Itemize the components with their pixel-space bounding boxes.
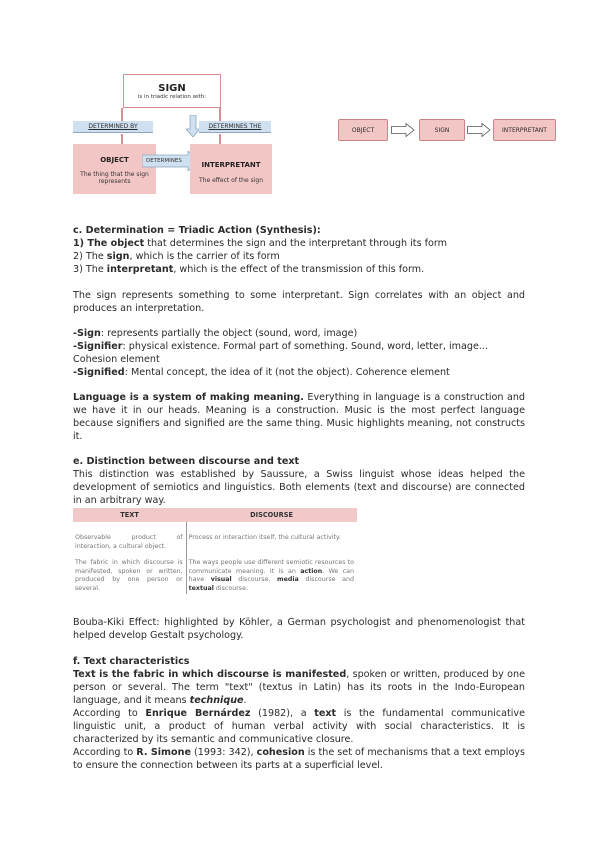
table-row: The fabric in which discourse is manifested, spoken or written, produced by one person or several. The ways people use different semiotic resources to communicate meaning. It is an action. We can have visual discourse, media discourse and textual discourse. — [75, 559, 354, 592]
connector-line — [219, 134, 221, 144]
object-desc: The thing that the sign represents — [80, 171, 149, 185]
connector-line — [121, 134, 123, 144]
section-f-p3: According to R. Simone (1993: 342), cohesion is the set of mechanisms that a text employs to ensure the connection between its parts at a superficial level. — [73, 747, 525, 771]
interpretant-title: INTERPRETANT — [201, 161, 261, 169]
sign-subtitle: is in triadic relation with: — [137, 93, 207, 100]
definition-signified: -Signified: Mental concept, the idea of it (not the object). Coherence element — [73, 367, 450, 378]
section-f-p2: According to Enrique Bernárdez (1982), a text is the fundamental communicative linguistic unit, a product of human verbal activity with social characteristics. It is characterized by its semantic and communicative closure. — [73, 708, 526, 745]
definition-sign: -Sign: represents partially the object (sound, word, image) — [73, 328, 358, 339]
section-e-text: This distinction was established by Saussure, a Swiss linguist whose ideas helped the development of semiotics and linguistics. Both elements (text and discourse) are connected in an arbitrary way. — [73, 469, 525, 506]
section-f-heading: f. Text characteristics — [73, 656, 190, 667]
flow-sign-box: SIGN — [419, 119, 465, 141]
right-arrow-icon — [467, 123, 491, 137]
connector-line — [219, 108, 221, 122]
section-e-heading: e. Distinction between discourse and text — [73, 456, 300, 467]
determines-label: DETERMINES — [146, 158, 182, 164]
flow-interpretant-box: INTERPRETANT — [493, 119, 556, 141]
list-item: 1) The object that determines the sign and the interpretant through its form — [73, 238, 447, 249]
determines-the-label: DETERMINES THE — [199, 121, 271, 133]
table-header-discourse: DISCOURSE — [186, 508, 357, 522]
flow-object-box: OBJECT — [338, 119, 388, 141]
table-header-text: TEXT — [73, 508, 186, 522]
text-discourse-table — [73, 508, 357, 594]
section-f-p1: Text is the fabric in which discourse is manifested, spoken or written, produced by one person or several. The term "text" (textus in Latin) has its roots in the Indo-European language, and it means technique. — [73, 669, 525, 706]
determined-by-label: DETERMINED BY — [73, 121, 153, 133]
section-c-heading: c. Determination = Triadic Action (Synthesis): — [73, 225, 321, 236]
object-title: OBJECT — [100, 156, 129, 164]
connector-line — [121, 108, 123, 122]
sign-title: SIGN — [158, 82, 186, 94]
sign-box — [123, 74, 221, 108]
list-item: 3) The interpretant, which is the effect of the transmission of this form. — [73, 264, 425, 275]
table-row: Observable product of interaction, a cultural object. Process or interaction itself, the cultural activity. — [75, 534, 341, 550]
paragraph-language: Language is a system of making meaning. Everything in language is a construction and we have it in our heads. Meaning is a construction. Music is the most perfect language because signifiers and signified are the same thing. Music highlights meaning, not constructs it. — [73, 392, 525, 442]
interpretant-box — [190, 144, 272, 194]
right-arrow-icon — [391, 123, 415, 137]
paragraph-bouba-kiki: Bouba-Kiki Effect: highlighted by Köhler, a German psychologist and phenomenologist that helped develop Gestalt psychology. — [73, 617, 525, 641]
paragraph-sign: The sign represents something to some interpretant. Sign correlates with an object and produces an interpretation. — [73, 290, 525, 314]
list-item: 2) The sign, which is the carrier of its form — [73, 251, 280, 262]
definition-signifier: -Signifier: physical existence. Formal part of something. Sound, word, letter, image... Cohesion element — [73, 341, 489, 365]
down-arrow-icon — [186, 115, 200, 137]
interpretant-desc: The effect of the sign — [199, 177, 263, 184]
